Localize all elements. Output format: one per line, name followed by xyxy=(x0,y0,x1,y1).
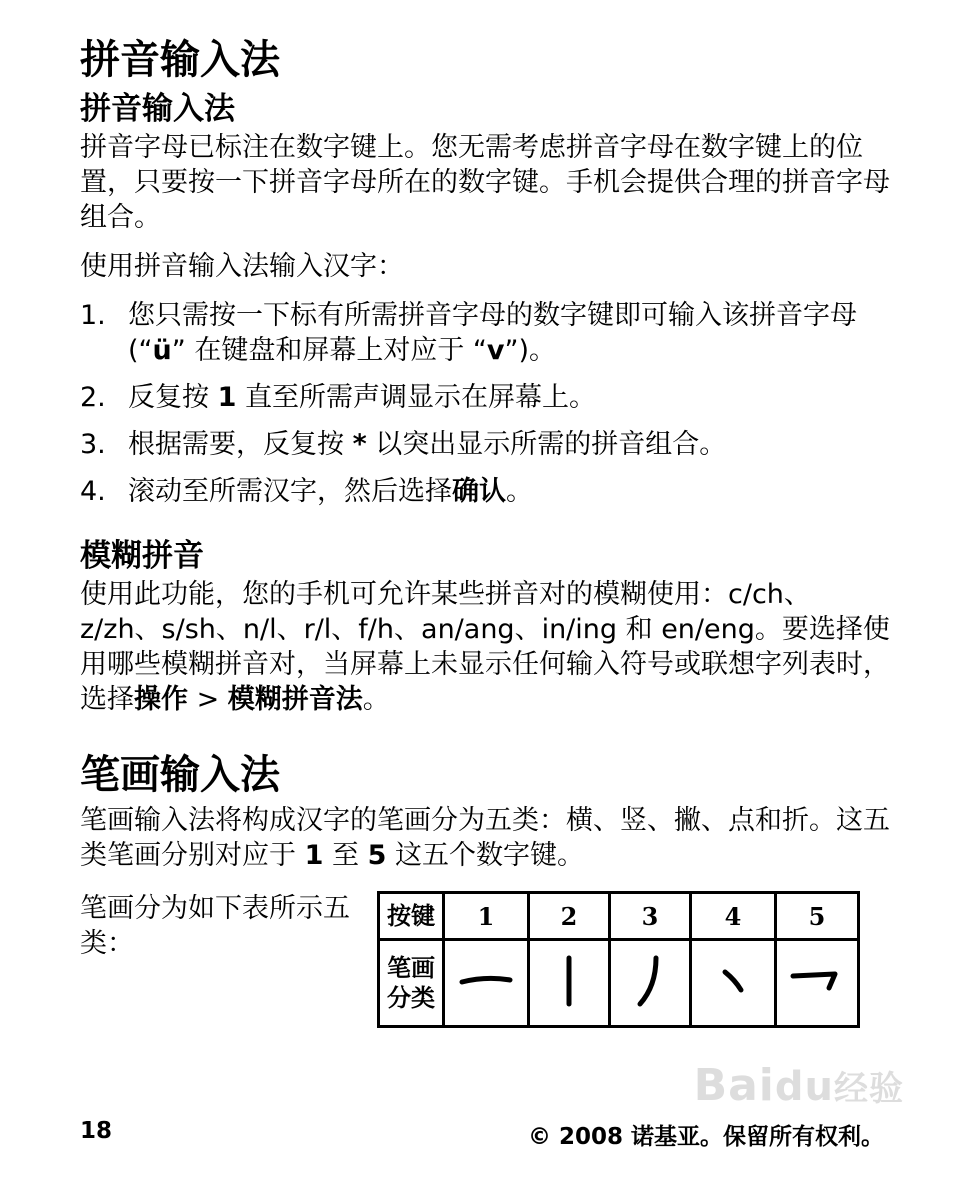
step-text: 根据需要，反复按 xyxy=(128,429,353,460)
page-number: 18 xyxy=(80,1118,113,1144)
step-text: 直至所需声调显示在屏幕上。 xyxy=(236,382,596,413)
watermark-text: Bai xyxy=(693,1060,775,1111)
stroke-text: 笔画输入法将构成汉字的笔画分为五类：横、竖、撇、点和折。这五类笔画分别对应于 xyxy=(80,805,890,871)
step-number: 1. xyxy=(80,300,106,331)
step-bold: 确认 xyxy=(452,476,506,507)
key-cell: 5 xyxy=(776,893,859,940)
fuzzy-heading: 模糊拼音 xyxy=(80,538,204,574)
step-number: 3. xyxy=(80,429,106,460)
stroke-cell xyxy=(610,940,691,1027)
page-title: 拼音输入法 xyxy=(80,37,280,83)
stroke-dot-icon xyxy=(713,960,753,1000)
menu-operations: 操作 xyxy=(134,684,188,715)
step-item xyxy=(80,298,890,368)
baidu-watermark xyxy=(694,1060,904,1111)
step-text: ”)。 xyxy=(504,335,557,366)
pinyin-steps xyxy=(80,298,890,509)
step-item xyxy=(80,380,890,415)
stroke-left-falling-icon xyxy=(630,950,670,1010)
key-label-cell: 按键 xyxy=(379,893,444,940)
step-item xyxy=(80,427,890,462)
step-text: 。 xyxy=(506,476,533,507)
stroke-text: 这五个数字键。 xyxy=(386,840,584,871)
stroke-cell xyxy=(529,940,610,1027)
copyright: © 2008 诺基亚。保留所有权利。 xyxy=(527,1124,884,1150)
stroke-key-5: 5 xyxy=(367,840,387,871)
pinyin-heading: 拼音输入法 xyxy=(80,91,235,127)
stroke-table-section xyxy=(80,891,890,1041)
fuzzy-paragraph xyxy=(80,577,890,717)
menu-separator: > xyxy=(188,684,228,715)
stroke-horizontal-icon xyxy=(456,960,516,1000)
stroke-paragraph xyxy=(80,803,890,873)
key-cell: 2 xyxy=(529,893,610,940)
table-row xyxy=(379,940,859,1027)
stroke-cell xyxy=(444,940,529,1027)
fuzzy-text: 使用此功能，您的手机可允许某些拼音对的模糊使用：c/ch、z/zh、s/sh、n/l、r/l、f/h、an/ang、in/ing 和 en/eng。要选择使用哪些模糊拼音对，当屏幕上未显示任何输入符号或联想字列表时，选择 xyxy=(80,579,890,715)
stroke-vertical-icon xyxy=(549,950,589,1010)
key-cell: 1 xyxy=(444,893,529,940)
stroke-heading: 笔画输入法 xyxy=(80,752,280,798)
stroke-text: 至 xyxy=(323,840,368,871)
table-row xyxy=(379,893,859,940)
step-bold: 1 xyxy=(217,382,237,413)
step-bold: ü xyxy=(152,335,172,366)
step-text: 您只需按一下标有所需拼音字母的数字键即可输入该拼音字母 (“ xyxy=(128,300,857,366)
watermark-cn: 经验 xyxy=(834,1069,904,1109)
watermark-paw: du xyxy=(774,1064,834,1110)
step-bold: v xyxy=(486,335,505,366)
step-number: 4. xyxy=(80,476,106,507)
step-number: 2. xyxy=(80,382,106,413)
pinyin-intro: 拼音字母已标注在数字键上。您无需考虑拼音字母在数字键上的位置，只要按一下拼音字母所在的数字键。手机会提供合理的拼音字母组合。 xyxy=(80,132,890,233)
key-cell: 3 xyxy=(610,893,691,940)
menu-fuzzy-pinyin: 模糊拼音法 xyxy=(227,684,363,715)
key-cell: 4 xyxy=(691,893,776,940)
step-text: 以突出显示所需的拼音组合。 xyxy=(366,429,727,460)
fuzzy-text-end: 。 xyxy=(362,684,390,715)
step-bold: * xyxy=(352,429,367,460)
stroke-label-cell: 笔画分类 xyxy=(379,940,444,1027)
step-text: 反复按 xyxy=(128,382,218,413)
step-text: ” 在键盘和屏幕上对应于 “ xyxy=(171,335,487,366)
stroke-key-1: 1 xyxy=(304,840,324,871)
step-item xyxy=(80,474,890,509)
stroke-table-lead: 笔画分为如下表所示五类： xyxy=(80,893,350,959)
stroke-table xyxy=(377,891,860,1028)
pinyin-usage-lead: 使用拼音输入法输入汉字： xyxy=(80,251,404,282)
stroke-turning-icon xyxy=(787,960,847,1000)
stroke-cell xyxy=(776,940,859,1027)
document-page xyxy=(80,32,890,1041)
stroke-cell xyxy=(691,940,776,1027)
step-text: 滚动至所需汉字，然后选择 xyxy=(128,476,452,507)
